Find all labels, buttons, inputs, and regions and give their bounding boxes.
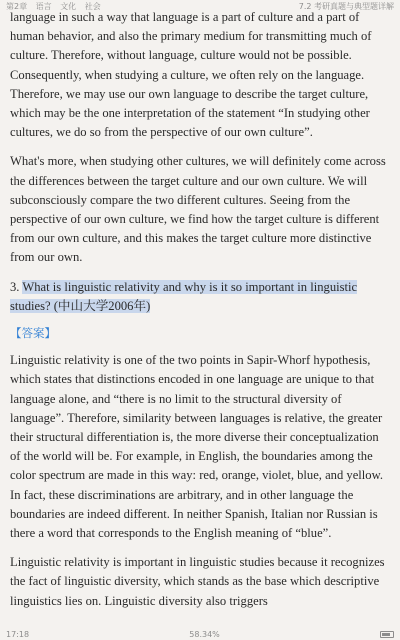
highlighted-question-text[interactable]: What is linguistic relativity and why is it so important in linguistic studies? (中山大学2006年) xyxy=(10,279,358,313)
breadcrumb-item: 社会 xyxy=(84,1,101,11)
paragraph: Linguistic relativity is one of the two points in Sapir-Whorf hypothesis, which states that distinctions encoded in one language are unique to that language alone, and “there is no limit to the structural diversity of language”. Therefore, similarity between languages is relative, the greater their structural differentiation is, the more diverse their conceptualization of the world will be. For example, in English, the boundaries among the color spectrum are made in this way: red, orange, violet, blue, and yellow. In fact, these discriminations are arbitrary, and in other language the boundaries are indeed different. In neither Spanish, Italian nor Russian is there a word that corresponds to the English meaning of “blue”. xyxy=(10,353,384,541)
battery-icon xyxy=(380,631,394,638)
question xyxy=(10,278,392,316)
answer-label: 【答案】 xyxy=(10,326,56,341)
paragraph: language in such a way that language is a part of culture and a part of human behavior, and also the primary medium for transmitting much of culture. Therefore, without language, culture would not be possible. Consequently, when studying a culture, we often rely on the language. Therefore, we may use our own language to describe the target culture, which may be the one interpretation of the statement “In studying other cultures, we do so from the perspective of our own culture”. xyxy=(10,10,372,140)
reading-progress: 58.34% xyxy=(189,629,220,639)
paragraph: What's more, when studying other cultures, we will definitely come across the differences between the target culture and our own culture. We will subconsciously compare the two different cultures. Seeing from the perspective of our own culture, we find how the target culture is different from our own culture, and this makes the target culture more distinctive from our own. xyxy=(10,154,386,265)
breadcrumb-item: 文化 xyxy=(60,1,77,11)
reader-content[interactable] xyxy=(10,8,392,621)
section-title: 7.2 考研真题与典型题详解 xyxy=(298,1,394,11)
question-number: 3. xyxy=(10,279,20,294)
paragraph: Linguistic relativity is important in linguistic studies because it recognizes the fact of linguistic diversity, which stands as the base which descriptive linguistics lies on. Linguistic diversity also triggers xyxy=(10,555,385,608)
reader-footer xyxy=(0,628,400,640)
clock-time: 17:18 xyxy=(6,629,30,639)
breadcrumb-item: 语言 xyxy=(35,1,52,11)
breadcrumb-item: 第2章 xyxy=(6,1,28,11)
